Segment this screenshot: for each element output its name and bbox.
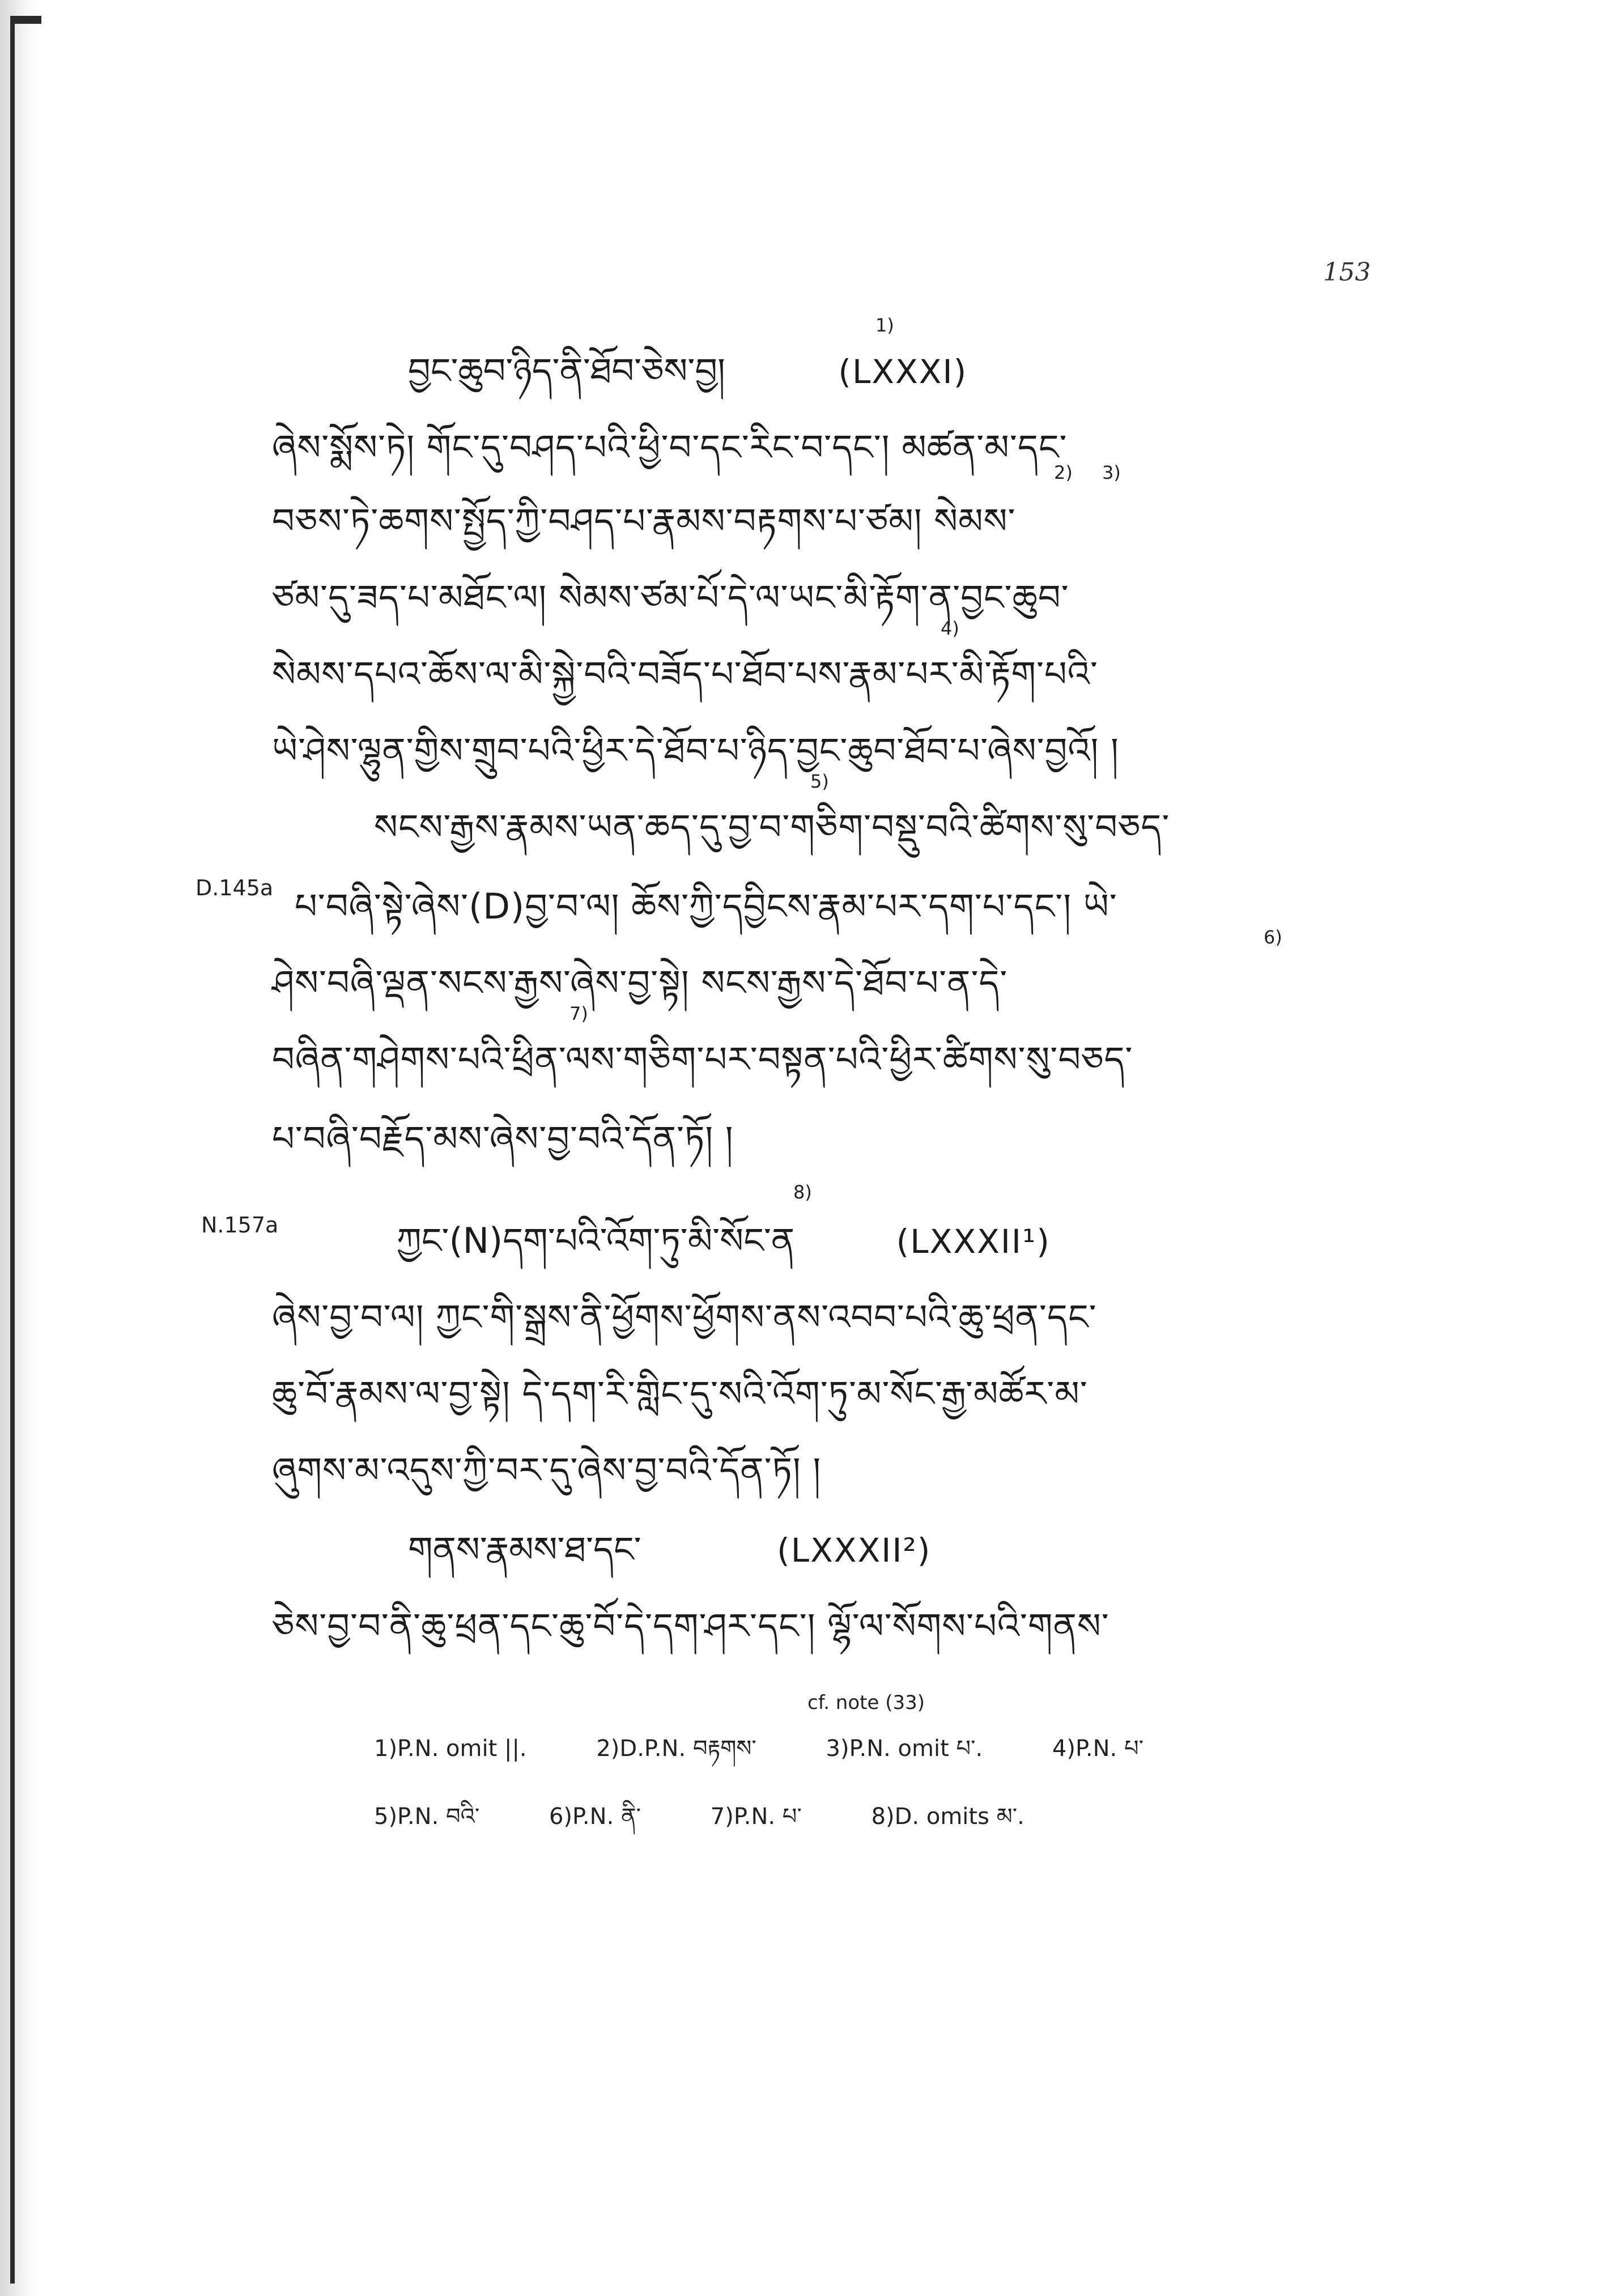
heading-numeral: (LXXXII¹) — [896, 1222, 1051, 1261]
heading-tibetan: བྱང་ཆུབ་ཉིད་ནི་ཐོབ་ཅེས་བྱ། — [408, 350, 725, 392]
footnote-marker-7: 7) — [569, 1003, 588, 1024]
footnote: 4)P.N. པ་ — [1052, 1736, 1144, 1762]
footnote: 6)P.N. ནི་ — [549, 1804, 641, 1830]
text-line: ཆུ་བོ་རྣམས་ལ་བྱ་སྟེ། དེ་དག་རི་གླིང་དུ་སའི་འོག་ཏུ་མ་སོང་རྒྱ་མཚོར་མ་ — [272, 1373, 1088, 1414]
footnote: 8)D. omits མ་. — [871, 1804, 1024, 1830]
text-line: སེམས་དཔའ་ཆོས་ལ་མི་སྐྱེ་བའི་བཟོད་པ་ཐོབ་པས་རྣམ་པར་མི་རྟོག་པའི་ — [272, 653, 1098, 695]
margin-ref-narthang: N.157a — [201, 1213, 279, 1238]
heading-numeral: (LXXXI) — [838, 352, 968, 391]
text-line: ཤེས་བཞི་ལྡན་སངས་རྒྱས་ཞེས་བྱ་སྟེ། སངས་རྒྱས་དེ་ཐོབ་པ་ན་དེ་ — [272, 962, 1008, 1004]
footnote: 2)D.P.N. བརྟགས་ — [596, 1736, 756, 1762]
footnote-marker-8: 8) — [793, 1181, 812, 1203]
margin-ref-derge: D.145a — [195, 875, 274, 900]
binding-bar — [10, 23, 15, 2284]
text-line: ཡེ་ཤེས་ལྷུན་གྱིས་གྲུབ་པའི་ཕྱིར་དེ་ཐོབ་པ་ཉིད་བྱང་ཆུབ་ཐོབ་པ་ཞེས་བྱའོ། ། — [272, 730, 1119, 771]
text-line: སངས་རྒྱས་རྣམས་ཡན་ཆད་དུ་བྱ་བ་གཅིག་བསྡུ་བའི་ཚིགས་སུ་བཅད་ — [374, 806, 1170, 848]
text-line: ཙམ་དུ་ཟད་པ་མཐོང་ལ། སེམས་ཙམ་པོ་དེ་ལ་ཡང་མི་རྟོག་ན་བྱང་ཆུབ་ — [272, 577, 1069, 618]
footnote-marker-6: 6) — [1264, 926, 1282, 948]
text-line: བཅས་ཏེ་ཆགས་སྤྱོད་ཀྱི་བཤད་པ་རྣམས་བརྟགས་པ་ཙམ། སེམས་ — [272, 500, 1016, 542]
footnote-marker-4: 4) — [941, 618, 959, 639]
footnote: 5)P.N. བའི་ — [374, 1804, 480, 1830]
footnote-marker-3: 3) — [1102, 462, 1121, 483]
cf-note: cf. note (33) — [807, 1691, 925, 1714]
footnote-marker-2: 2) — [1054, 462, 1073, 483]
text-line: ཞེས་སྨོས་ཏེ། གོང་དུ་བཤད་པའི་ཕྱི་བ་དང་རིང་བ་དང་། མཚན་མ་དང་ — [272, 427, 1068, 468]
text-line: ཞུགས་མ་འདུས་ཀྱི་བར་དུ་ཞེས་བྱ་བའི་དོན་ཏོ། ། — [272, 1449, 822, 1491]
heading-tibetan: གནས་རྣམས་ཐ་དང་ — [408, 1529, 641, 1570]
footnote-marker-1: 1) — [875, 314, 894, 336]
footnote-marker-5: 5) — [810, 771, 829, 792]
footnotes-row-2 — [374, 1791, 1087, 1855]
text-line: པ་བཞི་སྟེ་ཞེས་(D)བྱ་བ་ལ། ཆོས་ཀྱི་དབྱིངས་རྣམ་པར་དག་པ་དང་། ཡེ་ — [295, 886, 1117, 927]
text-line: པ་བཞི་བརྗོད་མས་ཞེས་བྱ་བའི་དོན་ཏོ། ། — [272, 1118, 734, 1159]
page-edge-shadow — [0, 0, 40, 2296]
heading-tibetan: ཀྱང་(N)དག་པའི་འོག་ཏུ་མི་སོང་ན — [397, 1220, 795, 1261]
footnote: 1)P.N. omit ||. — [374, 1736, 527, 1762]
page-number: 153 — [1323, 258, 1371, 287]
text-line: ཞེས་བྱ་བ་ལ། ཀྱང་གི་སྒྲས་ནི་ཕྱོགས་ཕྱོགས་ནས་འབབ་པའི་ཆུ་ཕྲན་དང་ — [272, 1296, 1097, 1338]
footnote: 3)P.N. omit པ་. — [826, 1736, 983, 1762]
heading-numeral: (LXXXII²) — [777, 1531, 932, 1570]
footnote: 7)P.N. པ་ — [710, 1804, 802, 1830]
text-line: ཅེས་བྱ་བ་ནི་ཆུ་ཕྲན་དང་ཆུ་བོ་དེ་དག་ཤར་དང་། ལྷོ་ལ་སོགས་པའི་གནས་ — [272, 1605, 1109, 1647]
footnotes-row-1 — [374, 1723, 1206, 1787]
text-line: བཞིན་གཤེགས་པའི་ཕྲིན་ལས་གཅིག་པར་བསྟན་པའི་ཕྱིར་ཚིགས་སུ་བཅད་ — [272, 1039, 1133, 1080]
binding-hook — [10, 16, 41, 24]
